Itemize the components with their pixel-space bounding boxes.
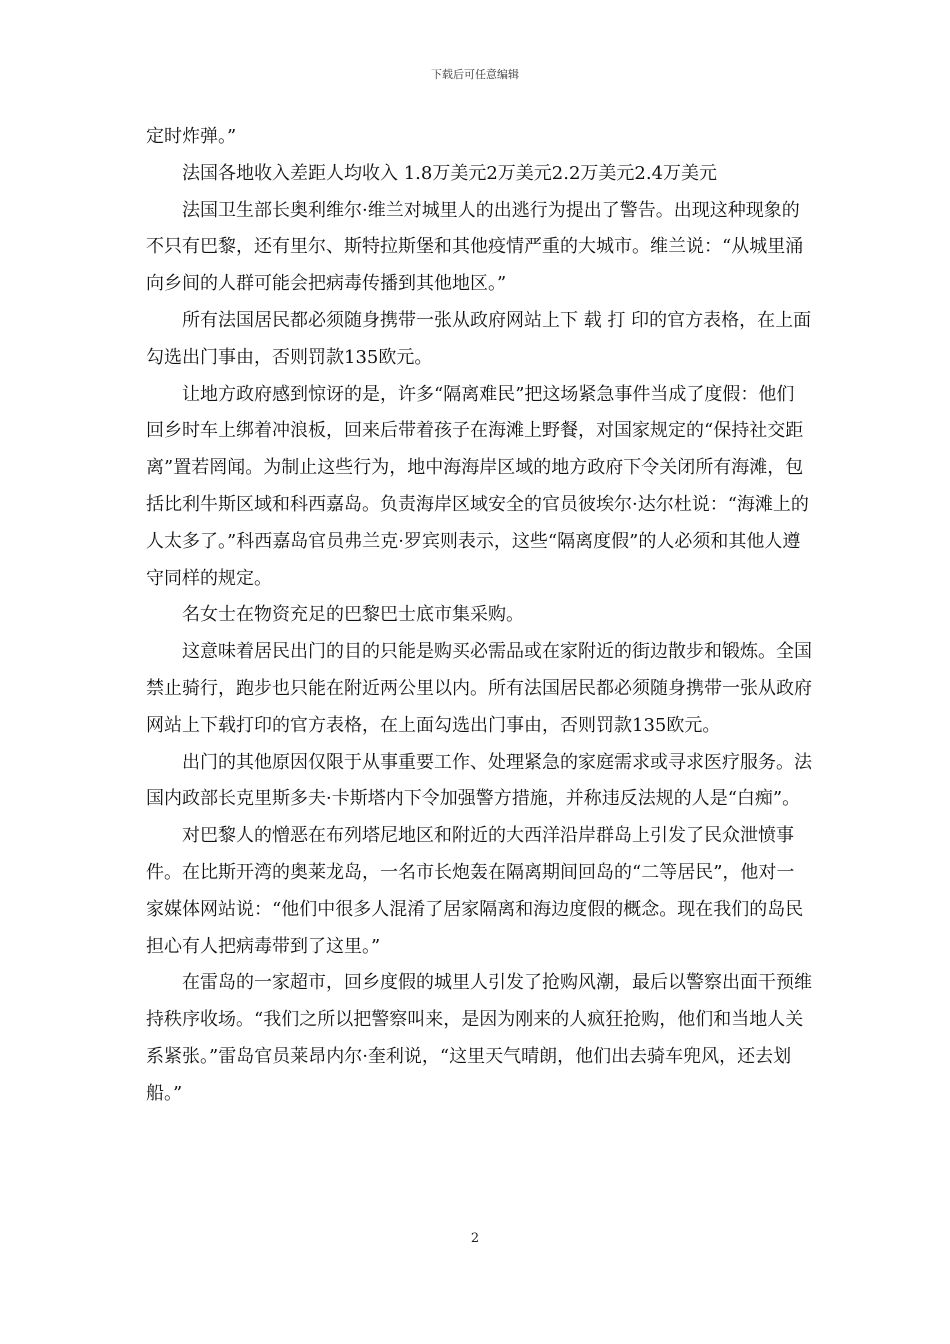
paragraph-quarantine-refugees: 让地方政府感到惊讶的是，许多“隔离难民”把这场紧急事件当成了度假：他们回乡时车上绑着冲浪板，回来后带着孩子在海滩上野餐，对国家规定的“保持社交距离”置若罔闻。为制止这些行为，地中海海岸区域的地方政府下令关闭所有海滩，包括比利牛斯区域和科西嘉岛。负责海岸区域安全的官员彼埃尔·达尔杜说：“海滩上的人太多了。”科西嘉岛官员弗兰克·罗宾则表示，这些“隔离度假”的人必须和其他人遵守同样的规定。 [146,383,809,589]
paragraph-photo-caption: 名女士在物资充足的巴黎巴士底市集采购。 [182,604,524,626]
page-header: 下载后可任意编辑 [431,68,519,81]
paragraph-official-form: 所有法国居民都必须随身携带一张从政府网站上下 载 打 印的官方表格，在上面勾选出门事由，否则罚款135欧元。 [146,309,812,368]
paragraph-continuation: 定时炸弹。” [146,126,237,147]
paragraph-other-reasons: 出门的其他原因仅限于从事重要工作、处理紧急的家庭需求或寻求医疗服务。法国内政部长克里斯多夫·卡斯塔内下令加强警方措施，并称违反法规的人是“白痴”。 [146,751,812,810]
paragraph-resident-rules: 这意味着居民出门的目的只能是购买必需品或在家附近的街边散步和锻炼。全国禁止骑行，跑步也只能在附近两公里以内。所有法国居民都必须随身携带一张从政府网站上下载打印的官方表格，在上面勾选出门事由，否则罚款135欧元。 [146,641,812,736]
paragraph-brittany: 对巴黎人的憎恶在布列塔尼地区和附近的大西洋沿岸群岛上引发了民众泄愤事件。在比斯开湾的奥莱龙岛，一名市长炮轰在隔离期间回岛的“二等居民”，他对一家媒体网站说：“他们中很多人混淆了居家隔离和海边度假的概念。现在我们的岛民担心有人把病毒带到了这里。” [146,825,804,957]
paragraph-ile-de-re: 在雷岛的一家超市，回乡度假的城里人引发了抢购风潮，最后以警察出面干预维持秩序收场。“我们之所以把警察叫来，是因为刚来的人疯狂抢购，他们和当地人关系紧张。”雷岛官员莱昂内尔·奎利说，“这里天气晴朗，他们出去骑车兜风，还去划船。” [146,972,812,1104]
page-number: 2 [470,1231,480,1246]
paragraph-income-gap: 法国各地收入差距人均收入 1.8万美元2万美元2.2万美元2.4万美元 [182,162,718,184]
document-body [146,119,812,1113]
paragraph-health-minister: 法国卫生部长奥利维尔·维兰对城里人的出逃行为提出了警告。出现这种现象的不只有巴黎，还有里尔、斯特拉斯堡和其他疫情严重的大城市。维兰说：“从城里涌向乡间的人群可能会把病毒传播到其他地区。” [146,199,804,295]
